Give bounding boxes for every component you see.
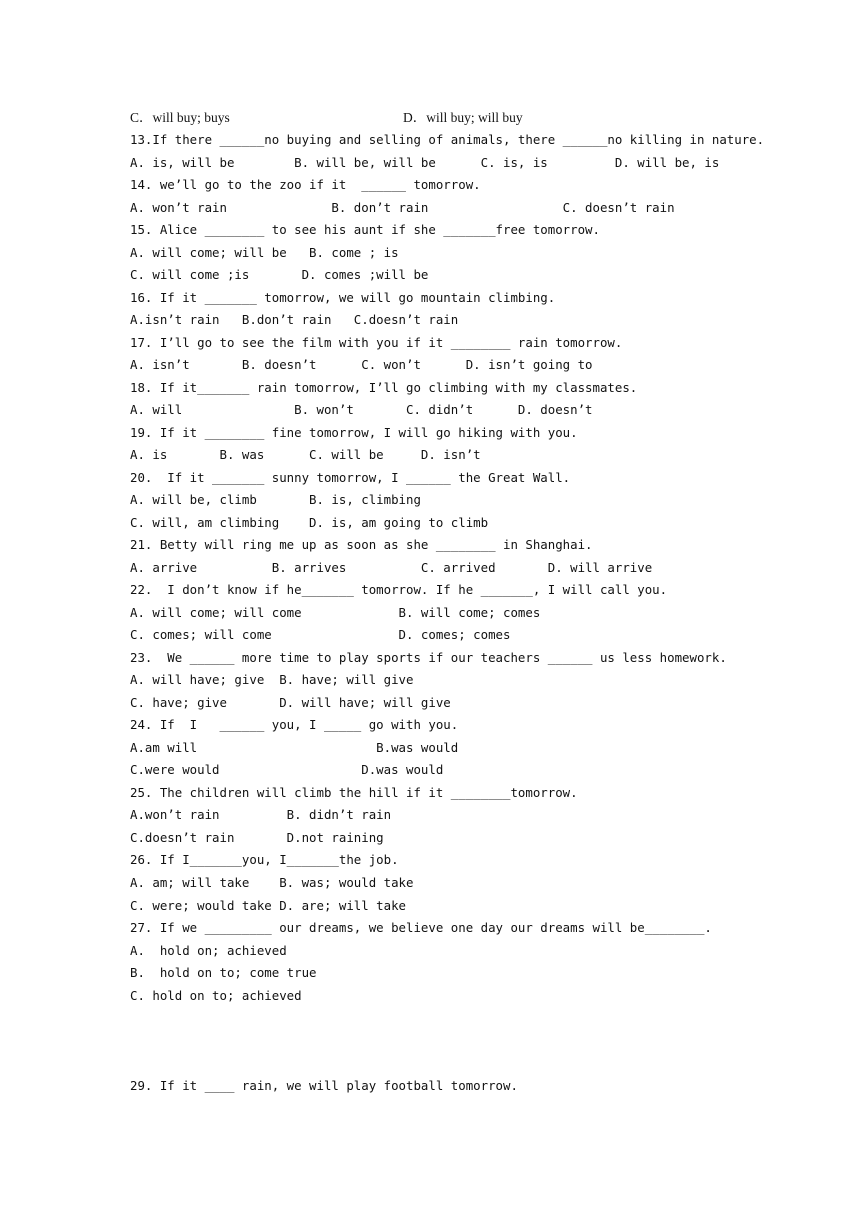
question-19-options: A. is B. was C. will be D. isn’t [130, 447, 481, 462]
question-26-options-cd: C. were; would take D. are; will take [130, 898, 407, 913]
question-15: 15. Alice ________ to see his aunt if she _______free tomorrow. [130, 222, 600, 237]
question-22-options-cd: C. comes; will come D. comes; comes [130, 627, 511, 642]
question-14: 14. we’ll go to the zoo if it ______ tomorrow. [130, 177, 481, 192]
question-29: 29. If it ____ rain, we will play football tomorrow. [130, 1078, 518, 1093]
question-20-options-ab: A. will be, climb B. is, climbing [130, 492, 421, 507]
question-19: 19. If it ________ fine tomorrow, I will go hiking with you. [130, 425, 578, 440]
question-27: 27. If we _________ our dreams, we believe one day our dreams will be________. [130, 920, 712, 935]
question-15-options-ab: A. will come; will be B. come ; is [130, 245, 399, 260]
question-21: 21. Betty will ring me up as soon as she ________ in Shanghai. [130, 537, 593, 552]
question-20-options-cd: C. will, am climbing D. is, am going to climb [130, 515, 489, 530]
question-24-options-cd: C.were would D.was would [130, 762, 444, 777]
question-18: 18. If it_______ rain tomorrow, I’ll go climbing with my classmates. [130, 380, 638, 395]
question-20: 20. If it _______ sunny tomorrow, I ______ the Great Wall. [130, 470, 571, 485]
question-24: 24. If I ______ you, I _____ go with you. [130, 717, 459, 732]
question-25: 25. The children will climb the hill if it ________tomorrow. [130, 785, 578, 800]
question-27-option-a: A. hold on; achieved [130, 943, 287, 958]
question-22: 22. I don’t know if he_______ tomorrow. If he _______, I will call you. [130, 582, 668, 597]
question-26-options-ab: A. am; will take B. was; would take [130, 875, 414, 890]
question-12-option-d: D．will buy; will buy [403, 110, 523, 125]
question-18-options: A. will B. won’t C. didn’t D. doesn’t [130, 402, 593, 417]
question-17: 17. I’ll go to see the film with you if it ________ rain tomorrow. [130, 335, 623, 350]
question-25-options-ab: A.won’t rain B. didn’t rain [130, 807, 392, 822]
question-16: 16. If it _______ tomorrow, we will go mountain climbing. [130, 290, 556, 305]
question-23-options-cd: C. have; give D. will have; will give [130, 695, 451, 710]
question-12-option-c: C．will buy; buys [130, 110, 230, 125]
question-25-options-cd: C.doesn’t rain D.not raining [130, 830, 384, 845]
question-26: 26. If I_______you, I_______the job. [130, 852, 399, 867]
question-13-options: A. is, will be B. will be, will be C. is, is D. will be, is [130, 155, 720, 170]
question-17-options: A. isn’t B. doesn’t C. won’t D. isn’t going to [130, 357, 593, 372]
question-22-options-ab: A. will come; will come B. will come; comes [130, 605, 541, 620]
question-16-options: A.isn’t rain B.don’t rain C.doesn’t rain [130, 312, 459, 327]
question-23: 23. We ______ more time to play sports if our teachers ______ us less homework. [130, 650, 727, 665]
question-15-options-cd: C. will come ;is D. comes ;will be [130, 267, 429, 282]
question-23-options-ab: A. will have; give B. have; will give [130, 672, 414, 687]
question-14-options: A. won’t rain B. don’t rain C. doesn’t rain [130, 200, 675, 215]
question-24-options-ab: A.am will B.was would [130, 740, 459, 755]
question-21-options: A. arrive B. arrives C. arrived D. will arrive [130, 560, 653, 575]
question-27-option-c: C. hold on to; achieved [130, 988, 302, 1003]
question-13: 13.If there ______no buying and selling of animals, there ______no killing in nature. [130, 132, 765, 147]
question-27-option-b: B. hold on to; come true [130, 965, 317, 980]
